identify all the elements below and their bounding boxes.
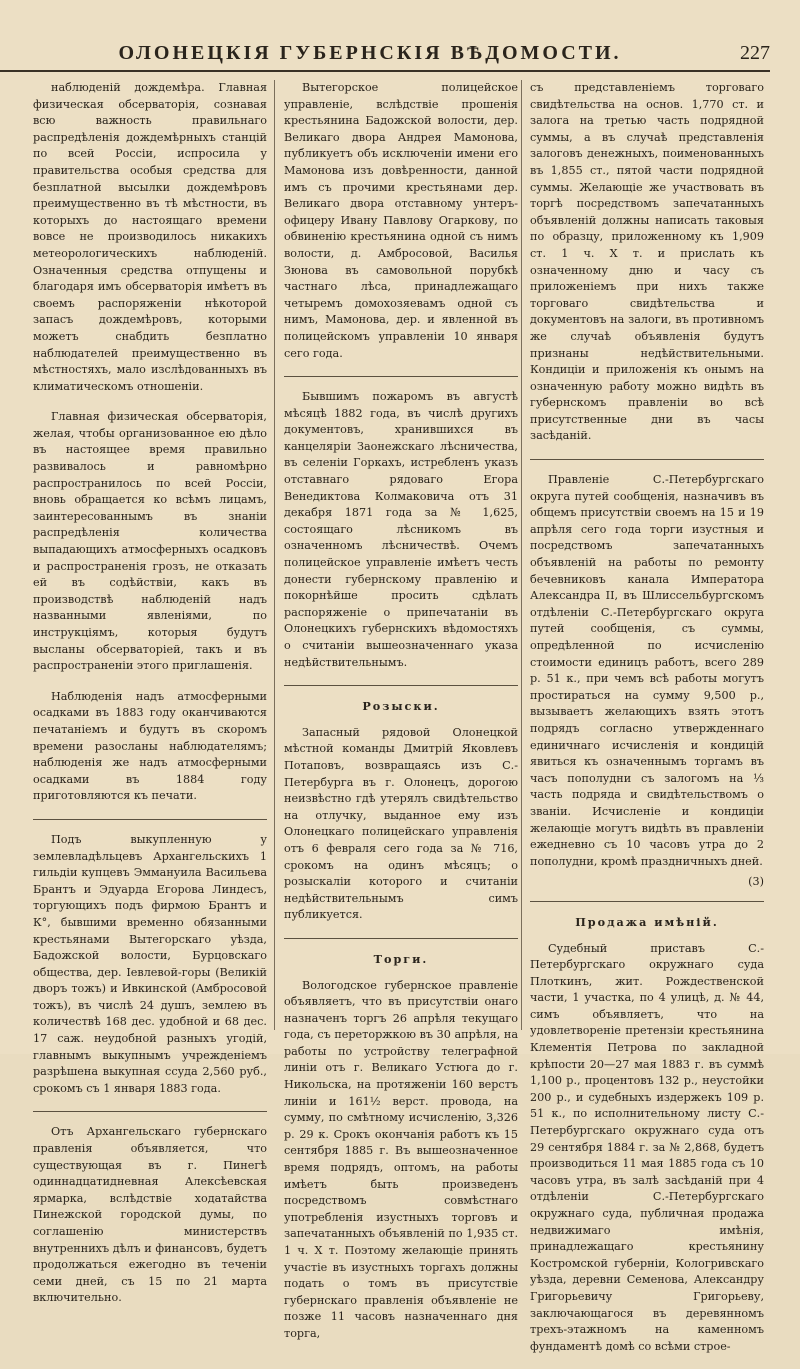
article-paragraph: Запасный рядовой Олонецкой мѣстной команды Дмитрій Яковлевъ Потаповъ, возвращаясь изъ С.-Петербурга въ г. Олонецъ, дорогою неизвѣстно гдѣ утерялъ свидѣтельство на отлучку, выданное ему изъ Олонецкаго полицейскаго управленія отъ 6 февраля сего года за № 716, срокомъ на одинъ мѣсяцъ; о розыскаліи которого и считаніи недѣйствительнымъ симъ публикуется.	[284, 725, 518, 922]
column-divider	[274, 80, 275, 1030]
section-heading: Продажа имѣній.	[575, 914, 719, 929]
section-divider	[33, 1111, 267, 1112]
column-2	[284, 80, 518, 1357]
section-divider	[530, 901, 764, 902]
column-3	[530, 80, 764, 1369]
article-paragraph: Бывшимъ пожаромъ въ августѣ мѣсяцѣ 1882 года, въ числѣ другихъ документовъ, хранившихся въ канцеляріи Заонежскаго лѣсничества, въ селеніи Горкахъ, истребленъ указъ отставнаго рядоваго Егора Венедиктова Колмаковича отъ 31 декабря 1871 года за № 1,625, состоящаго лѣсникомъ въ означенномъ лѣсничествѣ. Очемъ полицейское управленіе имѣетъ честь донести губернскому правленію и покорнѣйше просить сдѣлать распоряженіе о припечатаніи въ Олонецкихъ губернскихъ вѣдомостяхъ о считаніи вышеозначеннаго указа недѣйствительнымъ.	[284, 390, 518, 669]
article-paragraph: наблюденій дождемѣра. Главная физическая обсерваторія, сознавая всю важность правильнаго распредѣленія дождемѣрныхъ станцій по всей Россіи, испросила у правительства особыя средства для безплатной высылки дождемѣровъ преимущественно въ тѣ мѣстности, въ которыхъ до настоящаго времени вовсе не производилось никакихъ метеорологическихъ наблюденій. Означенныя средства отпущены и благодаря имъ обсерваторія имѣетъ въ своемъ распоряженіи нѣкоторой запасъ дождемѣровъ, которыми можетъ снабдить безплатно наблюдателей преимущественно въ мѣстностяхъ, мало изслѣдованныхъ въ климатическомъ отношеніи.	[33, 81, 267, 393]
article-paragraph: Вологодское губернское правленіе объявляетъ, что въ присутствіи онаго назначенъ торгъ 26 апрѣля текущаго года, съ переторжкою въ 30 апрѣля, на работы по устройству телеграфной линіи отъ г. Великаго Устюга до г. Никольска, на протяженіи 160 верстъ линіи и 161½ верст. провода, на сумму, по смѣтному исчисленію, 3,326 р. 29 к. Срокъ окончанія работъ къ 15 сентября 1885 г. Въ вышеозначенное время подрядъ, оптомъ, на работы имѣетъ быть произведенъ посредствомъ совмѣстнаго употребленія изустныхъ торговъ и запечатанныхъ объявленій по 1,935 ст. 1 ч. Х т. Поэтому желающіе принять участіе въ изустныхъ торгахъ должны подать о томъ въ присутствіе губернскаго правленія объявленіе не позже 11 часовъ назначеннаго дня торга,	[284, 978, 518, 1340]
article-paragraph: Вытегорское полицейское управленіе, вслѣдствіе прошенія крестьянина Бадожской волости, дер. Великаго двора Андрея Мамонова, публикуетъ объ исключеніи имени его Мамонова изъ довѣренности, данной имъ съ прочими крестьянами дер. Великаго двора отставному унтеръ-офицеру Ивану Павлову Огаркову, по обвиненію крестьянина одной съ нимъ волости, д. Амбросовой, Василья Зюнова въ самовольной порубкѣ частнаго лѣса, принадлежащаго четыремъ домохозяевамъ одной съ нимъ, Мамонова, дер. и явленной въ полицейскомъ управленіи 10 января сего года.	[284, 81, 518, 360]
section-divider	[530, 459, 764, 460]
section-heading: Розыски.	[362, 699, 440, 714]
section-heading: Торги.	[373, 951, 429, 966]
article-paragraph: Наблюденія надъ атмосферными осадками въ 1883 году оканчиваются печатаніемъ и будутъ въ скоромъ времени разосланы наблюдателямъ; наблюденія же надъ атмосферными осадками въ 1884 году приготовляются къ печати.	[33, 689, 267, 803]
article-paragraph: Судебный приставъ С.-Петербургскаго окружнаго суда Плоткинъ, жит. Рождественской части, 1 участка, по 4 улицѣ, д. № 44, симъ объявляетъ, что на удовлетвореніе претензіи крестьянина Клементія Петрова по закладной крѣпости 20—27 мая 1883 г. въ суммѣ 1,100 р., процентовъ 132 р., неустойки 200 р., и судебныхъ издержекъ 109 р. 51 к., по исполнительному листу С.-Петербургскаго окружнаго суда отъ 29 сентября 1884 г. за № 2,868, будетъ производиться 11 мая 1885 года съ 10 часовъ утра, въ залѣ засѣданій при 4 отдѣленіи С.-Петербургскаго окружнаго суда, публичная продажа недвижимаго имѣнія, принадлежащаго крестьянину Костромской губерніи, Кологривскаго уѣзда, деревни Семенова, Александру Григорьевичу Григорьеву, заключающагося въ деревянномъ трехъ-этажномъ на каменномъ фундаментѣ домѣ со всѣми строе-	[530, 941, 764, 1353]
header-rule	[0, 70, 770, 72]
page-number: 227	[740, 42, 770, 64]
section-divider	[284, 376, 518, 377]
article-paragraph: Подъ выкупленную у землевладѣльцевъ Архангельскихъ 1 гильдіи купцевъ Эммануила Васильева Брантъ и Эдуарда Егорова Линдесъ, торгующихъ подъ фирмою Брантъ и К°, бывшими временно обязанными крестьянами Вытегорскаго уѣзда, Бадожской волости, Бурцовскаго общества, дер. Іевлевой-горы (Великій дворъ тожъ) и Ивкинской (Амбросовой тожъ), въ числѣ 24 душъ, землею въ количествѣ 168 дес. удобной и 68 дес. 17 саж. неудобной разныхъ угодій, главнымъ выкупнымъ учрежденіемъ разрѣшена выкупная ссуда 2,560 руб., срокомъ съ 1 января 1883 года.	[33, 832, 267, 1095]
page-header	[30, 34, 770, 68]
page-title: ОЛОНЕЦКІЯ ГУБЕРНСКІЯ ВѢДОМОСТИ.	[118, 42, 622, 64]
section-divider	[284, 938, 518, 939]
article-paragraph: съ представленіемъ торговаго свидѣтельства на основ. 1,770 ст. и залога на третью часть подрядной суммы, а въ случаѣ представленія залоговъ денежныхъ, поименованныхъ въ 1,855 ст., пятой части подрядной суммы. Желающіе же участвовать въ торгѣ посредствомъ запечатанныхъ объявленій должны написать таковыя по образцу, приложенному къ 1,909 ст. 1 ч. Х т. и прислать къ означенному дню и часу съ приложеніемъ при нихъ также торговаго свидѣтельства и документовъ на залоги, въ противномъ же случаѣ объявленія будутъ признаны недѣйствительными. Кондиціи и приложенія къ онымъ на означенную работу можно видѣть въ губернскомъ правленіи во всѣ присутственные дни въ часы засѣданій.	[530, 81, 764, 443]
column-1	[33, 80, 267, 1321]
section-divider	[33, 819, 267, 820]
article-paragraph: Главная физическая обсерваторія, желая, чтобы организованное ею дѣло въ настоящее время правильно развивалось и равномѣрно распространилось по всей Россіи, вновь обращается ко всѣмъ лицамъ, заинтересованнымъ въ знаніи распредѣленія количества выпадающихъ атмосферныхъ осадковъ и распространенія грозъ, не отказать ей въ содѣйствіи, какъ въ производствѣ наблюденій надъ названными явленіями, по инструкціямъ, которыя будутъ высланы обсерваторіей, такъ и въ распространеніи этого приглашенія.	[33, 410, 267, 673]
notice-number: (3)	[748, 875, 764, 889]
section-divider	[284, 685, 518, 686]
article-paragraph: Правленіе С.-Петербургскаго округа путей сообщенія, назначивъ въ общемъ присутствіи своемъ на 15 и 19 апрѣля сего года торги изустныя и посредствомъ запечатанныхъ объявленій на работы по ремонту бечевниковъ канала Императора Александра II, въ Шлиссельбургскомъ отдѣленіи С.-Петербургскаго округа путей сообщенія, съ суммы, опредѣленной по исчисленію стоимости единицъ работъ, всего 289 р. 51 к., при чемъ всѣ работы могутъ простираться на сумму 9,500 р., вызываетъ желающихъ взять этотъ подрядъ согласно утвержденнаго единичнаго исчисленія и кондицій явиться къ означеннымъ торгамъ въ часъ пополудни съ залогомъ на ⅓ часть подряда и свидѣтельствомъ о званіи. Исчисленіе и кондиціи желающіе могутъ видѣть въ правленіи ежедневно съ 10 часовъ утра до 2 пополудни, кромѣ праздничныхъ дней.	[530, 473, 764, 868]
article-paragraph: Отъ Архангельскаго губернскаго правленія объявляется, что существующая въ г. Пинегѣ одиннадцатидневная Алексѣевская ярмарка, вслѣдствіе ходатайства Пинежской городской думы, по соглашенію министерствъ внутреннихъ дѣлъ и финансовъ, будетъ продолжаться ежегодно въ теченіи семи дней, съ 15 по 21 марта включительно.	[33, 1125, 267, 1305]
column-divider	[521, 80, 522, 1030]
